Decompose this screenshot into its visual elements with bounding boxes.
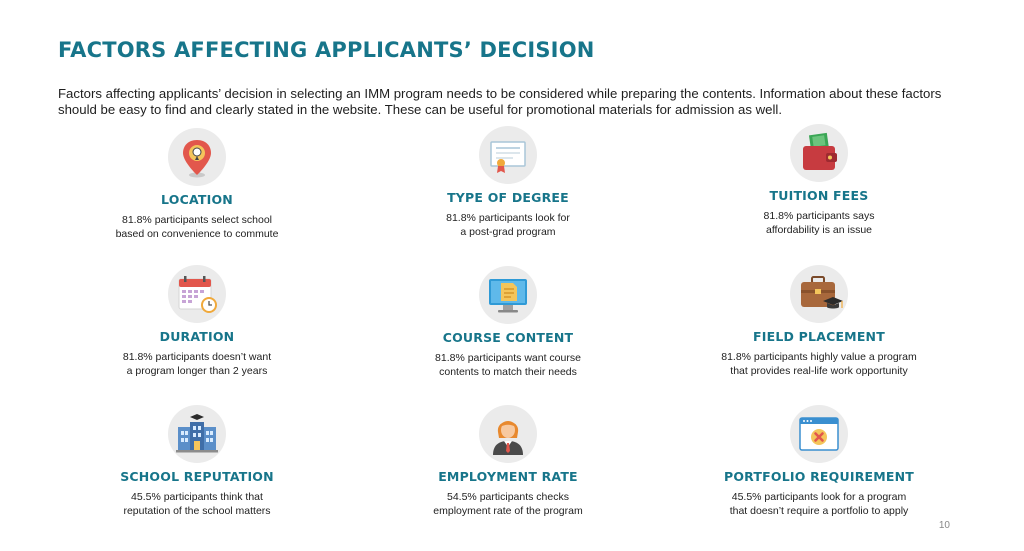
browser-cross-icon (790, 405, 848, 463)
factor-card-field-placement (689, 265, 949, 378)
monitor-document-icon (479, 266, 537, 324)
factor-card-location (67, 128, 327, 241)
page-title: FACTORS AFFECTING APPLICANTS’ DECISION (58, 38, 595, 62)
calendar-icon (168, 265, 226, 323)
certificate-icon (479, 126, 537, 184)
factor-description: 45.5% participants look for a program that doesn’t require a portfolio to apply (729, 491, 909, 517)
factor-card-tuition-fees (689, 124, 949, 237)
factor-description: 54.5% participants checks employment rate of the program (433, 491, 583, 517)
factor-title: TYPE OF DEGREE (447, 190, 569, 205)
factor-title: EMPLOYMENT RATE (438, 469, 578, 484)
factor-card-school-reputation (67, 405, 327, 518)
factor-card-type-of-degree (378, 126, 638, 239)
factor-card-portfolio-requirement (689, 405, 949, 518)
employee-icon (479, 405, 537, 463)
factor-description: 45.5% participants think that reputation of the school matters (123, 491, 271, 517)
factor-card-course-content (378, 266, 638, 379)
factor-title: DURATION (159, 329, 235, 344)
factor-description: 81.8% participants highly value a program that provides real-life work opportunity (721, 351, 917, 377)
factor-card-employment-rate (378, 405, 638, 518)
factor-description: 81.8% participants doesn’t want a program longer than 2 years (122, 351, 272, 377)
briefcase-graduation-icon (790, 265, 848, 323)
factor-description: 81.8% participants look for a post-grad program (446, 212, 570, 238)
factor-title: TUITION FEES (769, 188, 869, 203)
factor-title: FIELD PLACEMENT (753, 329, 885, 344)
factor-description: 81.8% participants select school based on convenience to commute (115, 214, 279, 240)
school-building-icon (168, 405, 226, 463)
intro-paragraph: Factors affecting applicants’ decision in selecting an IMM program needs to be considered while preparing the contents. Information about these factors should be easy to find and clearly stated in the website. These can be useful for promotional materials for admission as well. (58, 86, 942, 117)
page-number: 10 (938, 520, 950, 531)
factor-title: COURSE CONTENT (442, 330, 574, 345)
factor-description: 81.8% participants want course contents to match their needs (435, 352, 581, 378)
wallet-icon (790, 124, 848, 182)
factor-title: PORTFOLIO REQUIREMENT (723, 469, 915, 484)
factor-card-duration (67, 265, 327, 378)
factor-description: 81.8% participants says affordability is an issue (763, 210, 875, 236)
location-pin-icon (168, 128, 226, 186)
factor-title: LOCATION (161, 192, 233, 207)
factor-title: SCHOOL REPUTATION (120, 469, 274, 484)
